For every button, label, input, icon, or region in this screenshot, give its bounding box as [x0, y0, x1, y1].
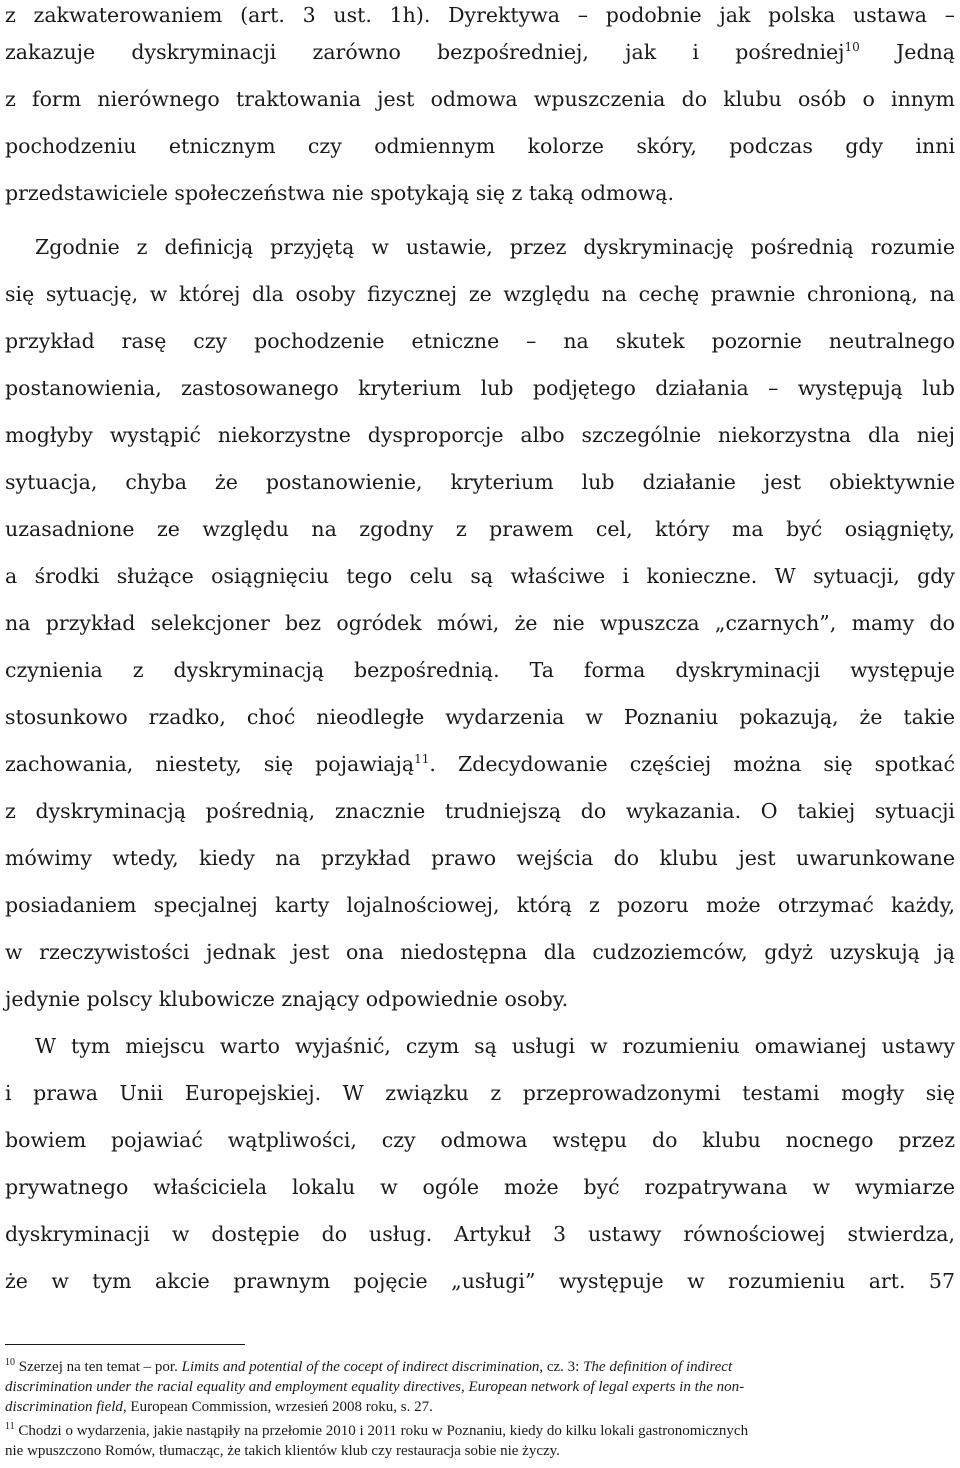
footnote-10-line-3: discrimination field, European Commission, wrzesień 2008 roku, s. 27.: [5, 1399, 433, 1415]
body-line-22: jedynie polscy klubowicze znający odpowiednie osoby.: [5, 987, 569, 1011]
body-line-17: zachowania, niestety, się pojawiają$^{11}$. Zdecydowanie częściej można się spotkać: [5, 752, 956, 776]
body-line-6: Zgodnie z definicją przyjętą w ustawie, przez dyskryminację pośrednią rozumie: [35, 235, 955, 259]
footnote-10-number: 10: [5, 1357, 15, 1368]
body-line-25: bowiem pojawiać wątpliwości, czy odmowa wstępu do klubu nocnego przez: [5, 1128, 955, 1152]
body-line-9: postanowienia, zastosowanego kryterium lub podjętego działania – występują lub: [5, 376, 955, 400]
body-line-21: w rzeczywistości jednak jest ona niedostępna dla cudzoziemców, gdyż uzyskują ją: [5, 940, 955, 964]
footnote-11-number: 11: [5, 1421, 15, 1432]
body-line-8: przykład rasę czy pochodzenie etniczne – na skutek pozornie neutralnego: [5, 329, 955, 353]
body-line-12: uzasadnione ze względu na zgodny z prawem cel, który ma być osiągnięty,: [5, 517, 955, 541]
body-line-15: czynienia z dyskryminacją bezpośrednią. Ta forma dyskryminacji występuje: [5, 658, 955, 682]
body-line-28: że w tym akcie prawnym pojęcie „usługi” występuje w rozumieniu art. 57: [5, 1269, 955, 1293]
body-line-4: pochodzeniu etnicznym czy odmiennym kolorze skóry, podczas gdy inni: [5, 134, 955, 158]
footnote-11-line-1: $^{11}$ Chodzi o wydarzenia, jakie nastąpiły na przełomie 2010 i 2011 roku w Poznaniu, kiedy do kilku lokali gastronomicznych: [5, 1421, 749, 1439]
body-line-27: dyskryminacji w dostępie do usług. Artykuł 3 ustawy równościowej stwierdza,: [5, 1222, 955, 1246]
body-line-16: stosunkowo rzadko, choć nieodległe wydarzenia w Poznaniu pokazują, że takie: [5, 705, 955, 729]
footnote-ref-11: 11: [414, 752, 430, 767]
body-line-11: sytuacja, chyba że postanowienie, kryterium lub działanie jest obiektywnie: [5, 470, 955, 494]
body-line-24: i prawa Unii Europejskiej. W związku z przeprowadzonymi testami mogły się: [5, 1081, 955, 1105]
body-line-7: się sytuację, w której dla osoby fizycznej ze względu na cechę prawnie chronioną, na: [5, 282, 955, 306]
footnote-ref-10: 10: [844, 40, 860, 55]
body-line-26: prywatnego właściciela lokalu w ogóle może być rozpatrywana w wymiarze: [5, 1175, 955, 1199]
body-line-1: z zakwaterowaniem (art. 3 ust. 1h). Dyrektywa – podobnie jak polska ustawa –: [5, 3, 955, 27]
body-line-13: a środki służące osiągnięciu tego celu są właściwe i konieczne. W sytuacji, gdy: [5, 564, 955, 588]
footnote-10-line-1: $^{10}$ Szerzej na ten temat – por. Limits and potential of the cocept of indirect discrimination, cz. 3: The definition of indirect: [5, 1357, 733, 1375]
footnote-11-line-2: nie wpuszczono Romów, tłumacząc, że takich klientów klub czy restauracja sobie nie życzy.: [5, 1443, 560, 1459]
body-line-19: mówimy wtedy, kiedy na przykład prawo wejścia do klubu jest uwarunkowane: [5, 846, 955, 870]
footnote-separator: [5, 1344, 245, 1345]
body-line-2: zakazuje dyskryminacji zarówno bezpośredniej, jak i pośredniej$^{10}$ Jedną: [5, 40, 955, 64]
body-line-20: posiadaniem specjalnej karty lojalnościowej, którą z pozoru może otrzymać każdy,: [5, 893, 955, 917]
body-line-14: na przykład selekcjoner bez ogródek mówi, że nie wpuszcza „czarnych”, mamy do: [5, 611, 955, 635]
body-line-23: W tym miejscu warto wyjaśnić, czym są usługi w rozumieniu omawianej ustawy: [35, 1034, 955, 1058]
body-line-5: przedstawiciele społeczeństwa nie spotykają się z taką odmową.: [5, 181, 675, 205]
body-line-10: mogłyby wystąpić niekorzystne dysproporcje albo szczególnie niekorzystna dla niej: [5, 423, 955, 447]
body-line-18: z dyskryminacją pośrednią, znacznie trudniejszą do wykazania. O takiej sytuacji: [5, 799, 955, 823]
body-line-3: z form nierównego traktowania jest odmowa wpuszczenia do klubu osób o innym: [5, 87, 955, 111]
footnote-10-line-2: discrimination under the racial equality and employment equality directives, European network of legal experts in the non-: [5, 1379, 745, 1395]
